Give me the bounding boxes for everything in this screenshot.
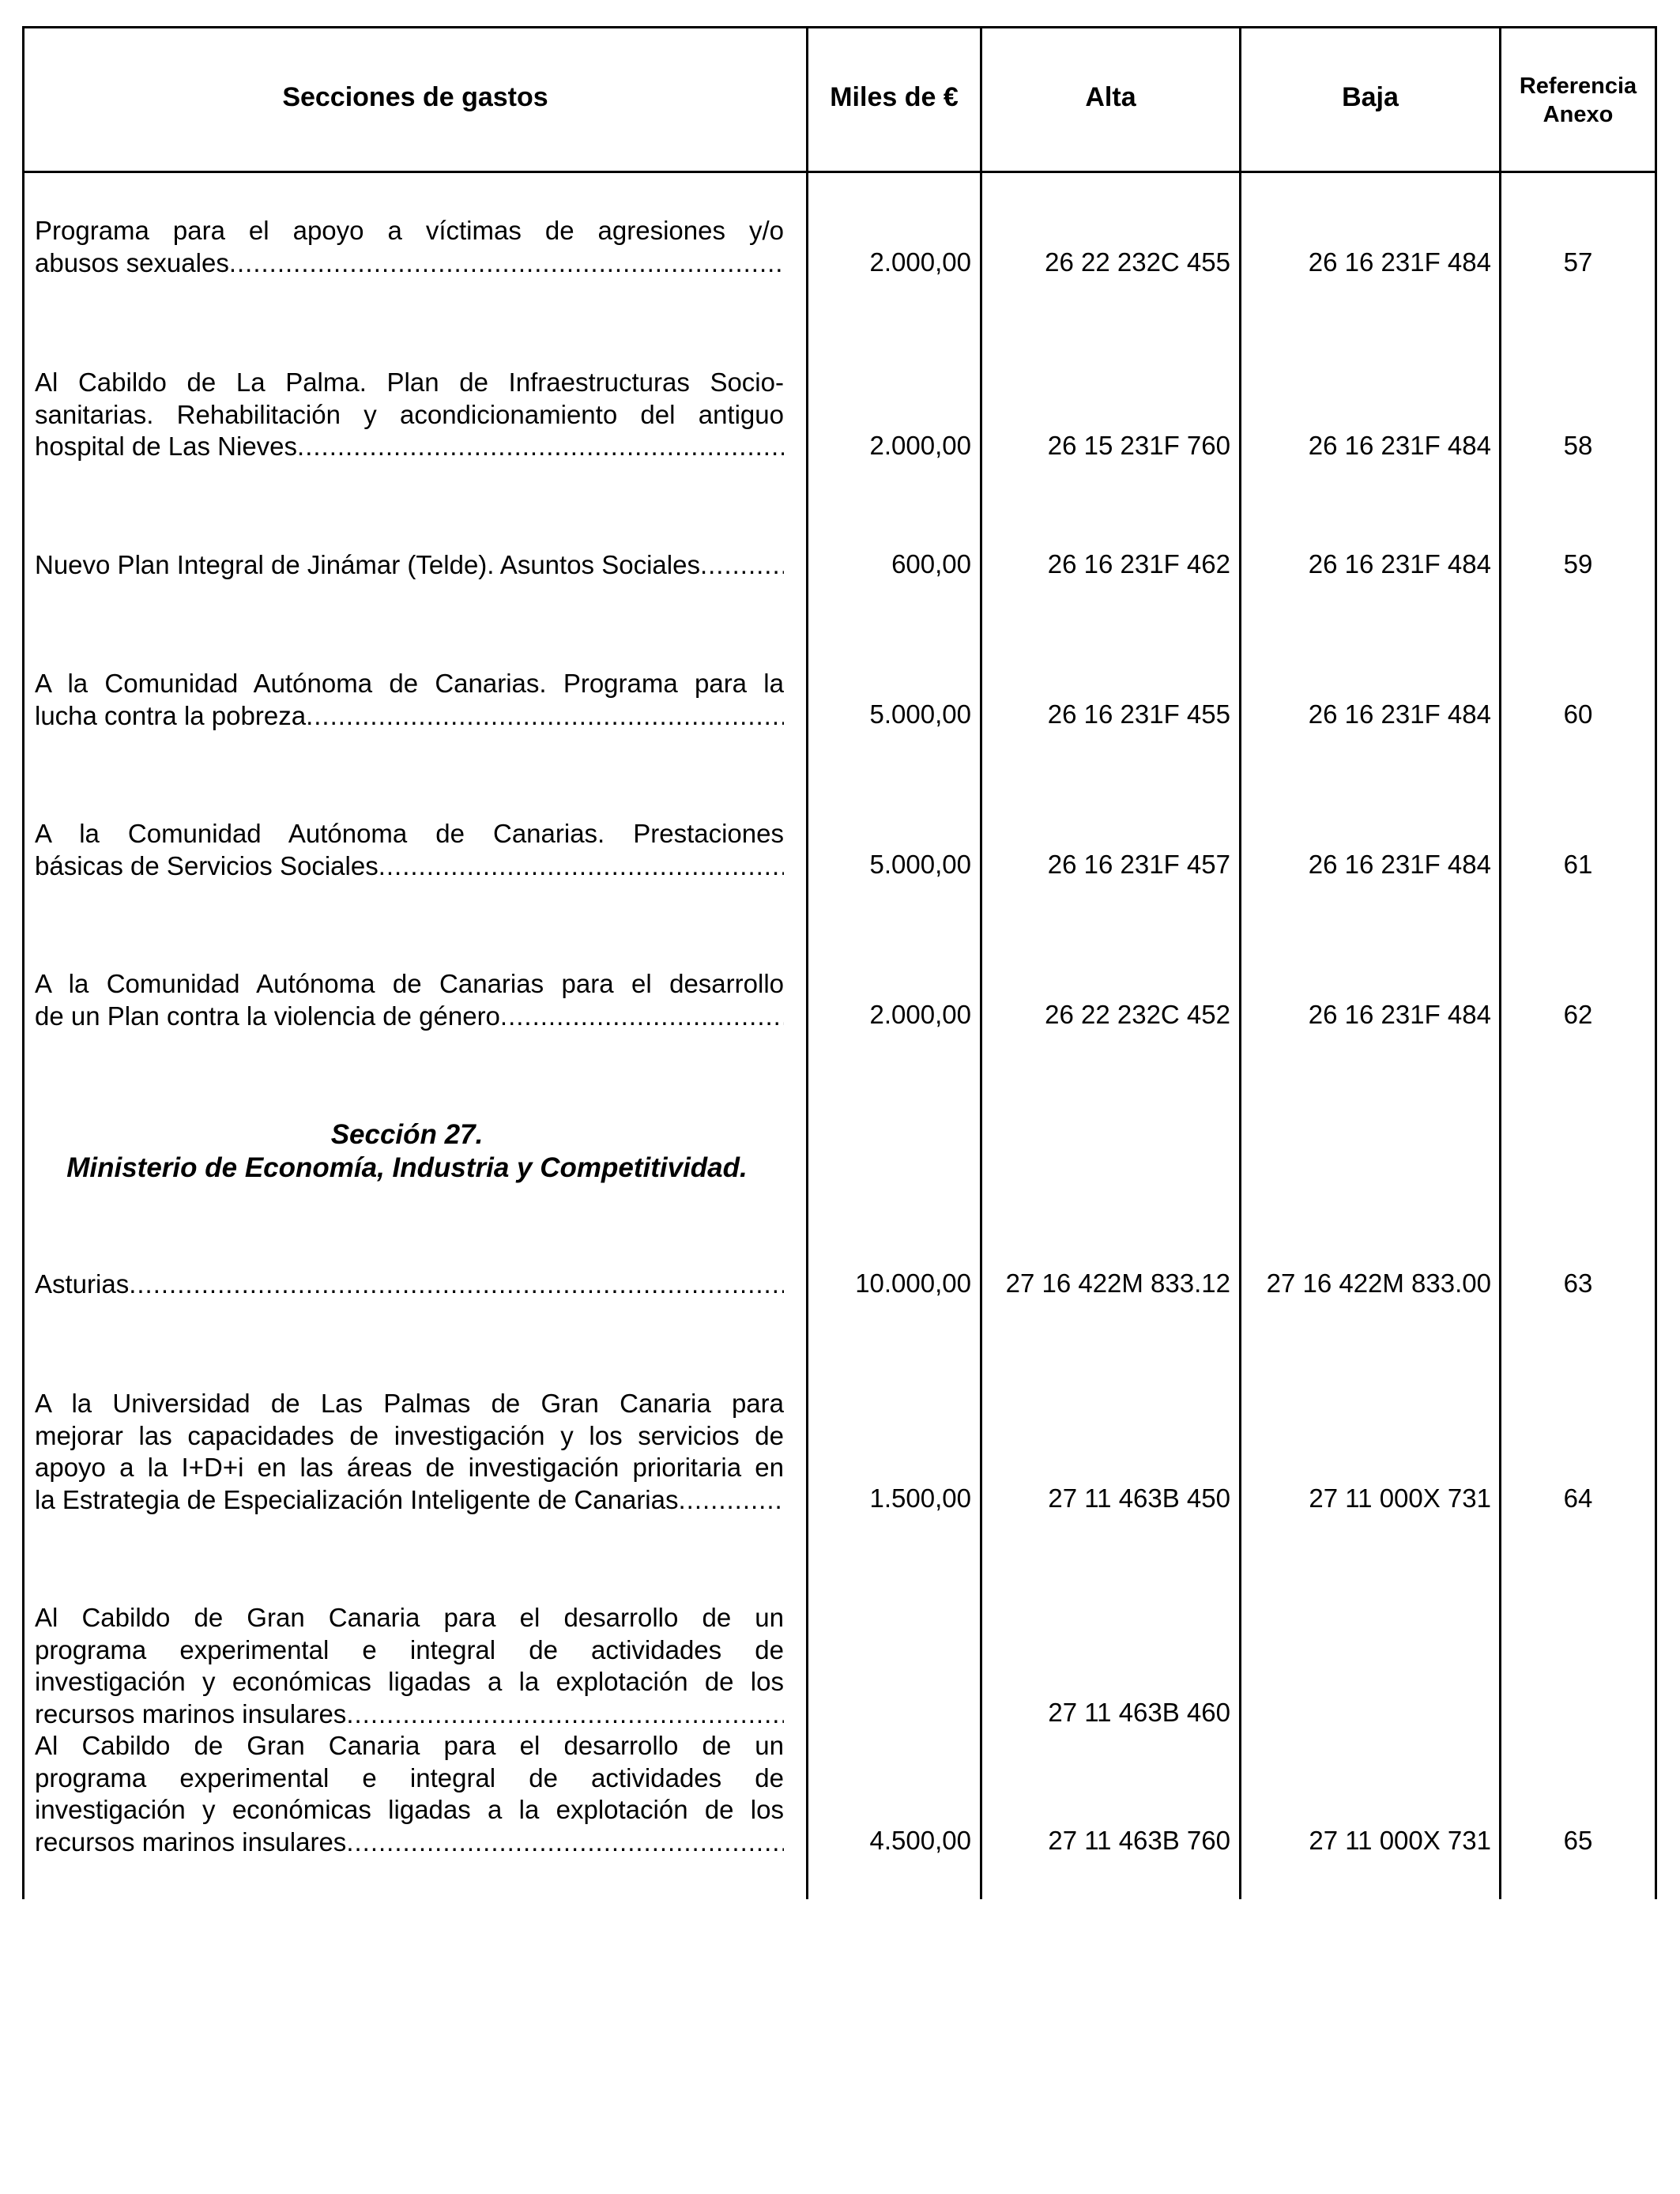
row-60-baja: 26 16 231F 484 [1308, 699, 1491, 729]
row-62-line-2 [35, 1001, 784, 1033]
row-63-description [35, 1269, 784, 1301]
leader-dots [297, 431, 784, 463]
leader-dots [379, 850, 784, 883]
row-63-ref: 63 [1563, 1269, 1593, 1298]
row-64-line-4 [35, 1484, 784, 1517]
header-referencia-line1: Referencia [1519, 74, 1637, 99]
row-65b-line-4 [35, 1826, 784, 1859]
row-65a-line-2: programa experimental e integral de actividades de [35, 1634, 784, 1664]
row-65b-line-1: Al Cabildo de Gran Canaria para el desarrollo de un [35, 1731, 784, 1760]
row-65a-line-4-text: recursos marinos insulares [35, 1698, 347, 1728]
section-heading [32, 1118, 782, 1185]
row-59-ref: 59 [1563, 549, 1593, 579]
row-64-baja: 27 11 000X 731 [1309, 1483, 1491, 1513]
header-referencia-line2: Anexo [1543, 102, 1614, 127]
row-60-ref: 60 [1563, 699, 1593, 729]
row-60-alta: 26 16 231F 455 [1047, 699, 1230, 729]
row-59-line-1-text: Nuevo Plan Integral de Jinámar (Telde). Asuntos Sociales [35, 550, 700, 579]
leader-dots [700, 549, 784, 582]
row-57-line-2 [35, 247, 784, 280]
table-left-border [22, 26, 24, 1899]
row-60-line-1: A la Comunidad Autónoma de Canarias. Programa para la [35, 669, 784, 698]
row-57-baja: 26 16 231F 484 [1308, 247, 1491, 277]
column-divider-alta [980, 26, 982, 1899]
row-65a-line-3: investigación y económicas ligadas a la explotación de los [35, 1667, 784, 1696]
row-65a-description [35, 1602, 784, 1730]
row-60-line-2 [35, 700, 784, 733]
row-62-line-2-text: de un Plan contra la violencia de género [35, 1001, 500, 1031]
row-64-line-4-text: la Estrategia de Especialización Inteligente de Canarias [35, 1484, 679, 1514]
row-57-description [35, 215, 784, 279]
row-58-miles: 2.000,00 [869, 431, 971, 460]
row-65a-line-1: Al Cabildo de Gran Canaria para el desarrollo de un [35, 1603, 784, 1632]
row-64-ref: 64 [1563, 1483, 1593, 1513]
row-59-alta: 26 16 231F 462 [1047, 549, 1230, 579]
row-57-line-2-text: abusos sexuales [35, 247, 229, 277]
row-60-description [35, 668, 784, 732]
row-58-description [35, 367, 784, 463]
header-referencia [1501, 72, 1655, 129]
row-62-line-1: A la Comunidad Autónoma de Canarias para el desarrollo [35, 969, 784, 998]
row-58-line-3 [35, 431, 784, 463]
row-58-line-1: Al Cabildo de La Palma. Plan de Infraestructuras Socio- [35, 368, 784, 397]
row-57-miles: 2.000,00 [869, 247, 971, 277]
row-62-description [35, 968, 784, 1032]
column-divider-referencia [1499, 26, 1501, 1899]
row-64-description [35, 1388, 784, 1516]
row-61-ref: 61 [1563, 850, 1593, 879]
row-62-miles: 2.000,00 [869, 1000, 971, 1029]
row-58-baja: 26 16 231F 484 [1308, 431, 1491, 460]
row-64-line-2: mejorar las capacidades de investigación y los servicios de [35, 1420, 784, 1450]
row-58-alta: 26 15 231F 760 [1047, 431, 1230, 460]
header-miles: Miles de € [830, 82, 959, 112]
row-57-line-1: Programa para el apoyo a víctimas de agresiones y/o [35, 216, 784, 245]
header-baja: Baja [1342, 82, 1399, 112]
leader-dots [346, 1698, 784, 1731]
leader-dots [346, 1826, 784, 1859]
header-secciones: Secciones de gastos [282, 82, 548, 112]
row-61-line-2 [35, 850, 784, 883]
row-59-baja: 26 16 231F 484 [1308, 549, 1491, 579]
row-65-miles: 4.500,00 [869, 1826, 971, 1855]
row-63-line-1 [35, 1269, 784, 1301]
table-right-border [1655, 26, 1657, 1899]
row-63-line-1-text: Asturias [35, 1269, 130, 1299]
row-60-miles: 5.000,00 [869, 699, 971, 729]
leader-dots [129, 1269, 784, 1301]
row-58-line-2: sanitarias. Rehabilitación y acondicionamiento del antiguo [35, 399, 784, 429]
leader-dots [306, 700, 784, 733]
row-61-alta: 26 16 231F 457 [1047, 850, 1230, 879]
row-59-miles: 600,00 [891, 549, 971, 579]
row-63-miles: 10.000,00 [855, 1269, 971, 1298]
row-64-line-3: apoyo a la I+D+i en las áreas de investigación prioritaria en [35, 1453, 784, 1482]
column-divider-miles [806, 26, 808, 1899]
row-58-line-3-text: hospital de Las Nieves [35, 432, 298, 461]
header-alta: Alta [1085, 82, 1136, 112]
row-61-baja: 26 16 231F 484 [1308, 850, 1491, 879]
row-62-ref: 62 [1563, 1000, 1593, 1029]
row-60-line-2-text: lucha contra la pobreza [35, 700, 307, 730]
row-59-line-1 [35, 549, 784, 582]
row-57-ref: 57 [1563, 247, 1593, 277]
row-65b-line-4-text: recursos marinos insulares [35, 1826, 347, 1857]
row-59-description [35, 549, 784, 582]
column-divider-baja [1239, 26, 1241, 1899]
row-62-alta: 26 22 232C 452 [1045, 1000, 1230, 1029]
row-65-baja: 27 11 000X 731 [1309, 1826, 1491, 1855]
row-65a-alta: 27 11 463B 460 [1048, 1698, 1230, 1727]
row-61-miles: 5.000,00 [869, 850, 971, 879]
header-bottom-border [22, 171, 1656, 173]
row-63-baja: 27 16 422M 833.00 [1266, 1269, 1491, 1298]
row-57-alta: 26 22 232C 455 [1045, 247, 1230, 277]
leader-dots [500, 1001, 784, 1033]
row-65-ref: 65 [1563, 1826, 1593, 1855]
table-top-border [22, 26, 1656, 28]
row-61-line-1: A la Comunidad Autónoma de Canarias. Prestaciones [35, 819, 784, 848]
row-65b-line-2: programa experimental e integral de actividades de [35, 1762, 784, 1793]
row-65b-alta: 27 11 463B 760 [1048, 1826, 1230, 1855]
row-61-description [35, 818, 784, 882]
row-62-baja: 26 16 231F 484 [1308, 1000, 1491, 1029]
row-64-alta: 27 11 463B 450 [1048, 1483, 1230, 1513]
row-61-line-2-text: básicas de Servicios Sociales [35, 850, 379, 880]
row-64-miles: 1.500,00 [869, 1483, 971, 1513]
row-58-ref: 58 [1563, 431, 1593, 460]
leader-dots [229, 247, 784, 280]
row-65a-line-4 [35, 1698, 784, 1731]
row-63-alta: 27 16 422M 833.12 [1005, 1269, 1230, 1298]
row-64-line-1: A la Universidad de Las Palmas de Gran Canaria para [35, 1389, 784, 1418]
section-ministry: Ministerio de Economía, Industria y Competitividad. [66, 1152, 748, 1183]
row-65b-line-3: investigación y económicas ligadas a la explotación de los [35, 1795, 784, 1824]
leader-dots [679, 1484, 785, 1517]
section-title: Sección 27. [330, 1119, 484, 1150]
row-65b-description [35, 1730, 784, 1858]
